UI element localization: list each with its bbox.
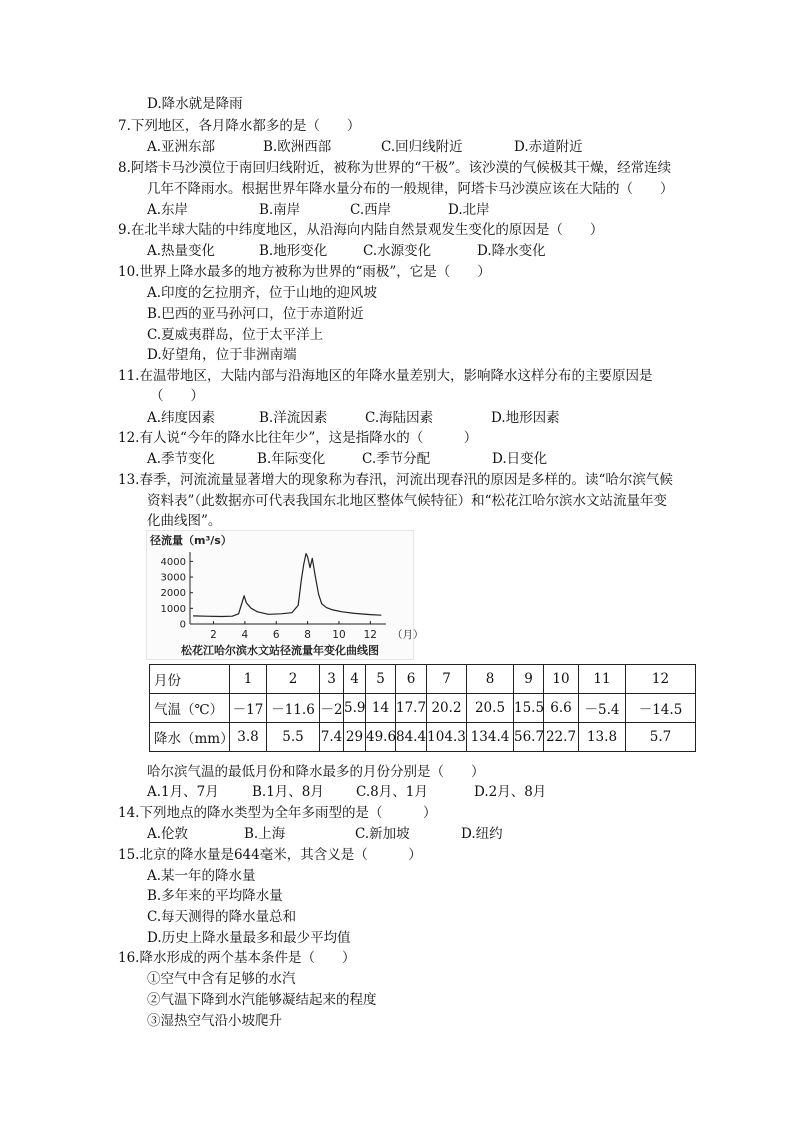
table-cell: 6.6 [544,694,579,723]
chart-title: 松花江哈尔滨水文站径流量年变化曲线图 [181,644,379,657]
q8-options [147,200,490,220]
table-cell: 12 [626,665,696,694]
q8-stem-line1: 8.阿塔卡马沙漠位于南回归线附近，被称为世界的“干极”。该沙漠的气候极其干燥，经常连续 [118,160,672,176]
q10-option-b: B.巴西的亚马孙河口，位于赤道附近 [147,306,364,322]
table-cell: 20.2 [427,694,467,723]
q13-option-a: A.1月、7月 [147,784,219,800]
q14-options [147,824,503,844]
table-cell: 9 [514,665,544,694]
x-tick-label: 4 [241,629,249,641]
q8-option-b: B.南岸 [259,202,301,218]
table-cell: －2 [320,694,344,723]
q7-option-c: C.回归线附近 [381,139,463,155]
q13-stem-line2: 资料表”（此数据亦可代表我国东北地区整体气候特征）和“松花江哈尔滨水文站流量年变 [147,493,668,509]
table-row-label: 气温（℃） [150,694,230,723]
q16-item-2: ②气温下降到水汽能够凝结起来的程度 [147,992,377,1008]
q16-item-3: ③湿热空气沿小坡爬升 [147,1013,282,1029]
q13-option-b: B.1月、8月 [252,784,324,800]
q11-option-c: C.海陆因素 [365,410,434,426]
table-cell: 6 [396,665,427,694]
q8-option-c: C.西岸 [350,202,392,218]
table-cell: 14 [366,694,396,723]
q15-option-c: C.每天测得的降水量总和 [147,909,297,925]
q11-stem-line1: 11.在温带地区，大陆内部与沿海地区的年降水量差别大，影响降水这样分布的主要原因是 [118,368,653,384]
q13-options [147,782,546,802]
table-cell: 22.7 [544,723,579,752]
table-cell: 1 [230,665,267,694]
y-tick-label: 3000 [160,572,186,584]
table-cell: 7.4 [320,723,344,752]
q9-options [147,241,546,261]
q16-stem: 16.降水形成的两个基本条件是（ ） [118,950,356,966]
table-cell: 15.5 [514,694,544,723]
y-tick-label: 0 [179,619,186,631]
table-cell: 3 [320,665,344,694]
chart-xlabel: （月） [392,629,424,641]
q7-option-d: D.赤道附近 [514,139,583,155]
q10-option-d: D.好望角，位于非洲南端 [147,347,297,363]
q14-option-b: B.上海 [244,826,286,842]
x-tick-label: 6 [272,629,280,641]
q15-option-b: B.多年来的平均降水量 [147,888,283,904]
table-cell: 11 [579,665,626,694]
q7-stem: 7.下列地区，各月降水都多的是（ ） [118,118,361,134]
runoff-chart-figure [146,530,424,660]
q6-option-d: D.降水就是降雨 [147,96,243,112]
q15-option-d: D.历史上降水量最多和最少平均值 [147,930,351,946]
y-tick-label: 2000 [160,588,186,600]
climate-table-body [150,665,696,752]
q14-option-a: A.伦敦 [147,826,189,842]
q12-stem: 12.有人说“今年的降水比往年少”，这是指降水的（ ） [118,430,478,446]
runoff-chart [146,530,424,660]
table-cell: －17 [230,694,267,723]
table-cell: 104.3 [427,723,467,752]
x-tick-label: 12 [363,629,378,641]
q11-option-d: D.地形因素 [491,410,560,426]
table-cell: 29 [344,723,366,752]
table-cell: －14.5 [626,694,696,723]
table-cell: 5.9 [344,694,366,723]
y-tick-label: 1000 [160,603,186,615]
table-cell: 20.5 [467,694,514,723]
x-tick-label: 10 [332,629,346,641]
table-cell: 8 [467,665,514,694]
table-cell: 56.7 [514,723,544,752]
table-cell: 84.4 [396,723,427,752]
q7-option-a: A.亚洲东部 [147,139,216,155]
y-tick-label: 4000 [160,556,186,568]
table-cell: －5.4 [579,694,626,723]
table-cell: 134.4 [467,723,514,752]
table-cell: －11.6 [267,694,320,723]
q11-option-a: A.纬度因素 [147,410,216,426]
q12-option-b: B.年际变化 [257,451,326,467]
q10-stem: 10.世界上降水最多的地方被称为世界的“雨极”，它是（ ） [118,264,491,280]
q13-option-d: D.2月、8月 [474,784,547,800]
table-row-label: 月份 [150,665,230,694]
table-row-label: 降水（mm） [150,723,230,752]
table-cell: 2 [267,665,320,694]
chart-ylabel: 径流量（m³/s） [150,534,232,547]
table-cell: 7 [427,665,467,694]
q15-stem: 15.北京的降水量是644毫米，其含义是（ ） [118,847,422,863]
q13-stem-line3: 化曲线图”。 [147,513,222,529]
table-cell: 5.5 [267,723,320,752]
q8-option-d: D.北岸 [448,202,490,218]
table-header-row [150,665,696,694]
q14-stem: 14.下列地点的降水类型为全年多雨型的是（ ） [118,805,437,821]
table-cell: 4 [344,665,366,694]
q10-option-a: A.印度的乞拉朋齐，位于山地的迎风坡 [147,285,378,301]
q11-stem-line2: （ ） [150,388,204,404]
q9-stem: 9.在北半球大陆的中纬度地区，从沿海向内陆自然景观发生变化的原因是（ ） [118,222,604,238]
table-cell: 3.8 [230,723,267,752]
q9-option-a: A.热量变化 [147,243,216,259]
q11-options [147,408,560,428]
q8-option-a: A.东岸 [147,202,189,218]
table-row [150,694,696,723]
table-cell: 5.7 [626,723,696,752]
table-cell: 5 [366,665,396,694]
q14-option-c: C.新加坡 [355,826,410,842]
x-tick-label: 8 [304,629,311,641]
q9-option-b: B.地形变化 [259,243,328,259]
q12-option-c: C.季节分配 [362,451,431,467]
q13-question: 哈尔滨气温的最低月份和降水最多的月份分别是（ ） [147,764,485,780]
table-cell: 49.6 [366,723,396,752]
q8-stem-line2: 几年不降雨水。根据世界年降水量分布的一般规律，阿塔卡马沙漠应该在大陆的（ ） [147,181,674,197]
q9-option-c: C.水源变化 [363,243,432,259]
q9-option-d: D.降水变化 [477,243,546,259]
q11-option-b: B.洋流因素 [259,410,328,426]
q14-option-d: D.纽约 [461,826,503,842]
table-cell: 17.7 [396,694,427,723]
q12-option-d: D.日变化 [492,451,548,467]
q12-option-a: A.季节变化 [147,451,216,467]
q7-option-b: B.欧洲西部 [263,139,332,155]
q10-option-c: C.夏威夷群岛，位于太平洋上 [147,327,324,343]
table-cell: 13.8 [579,723,626,752]
q16-item-1: ①空气中含有足够的水汽 [147,971,296,987]
q12-options [147,449,547,469]
q13-stem-line1: 13.春季，河流流量显著增大的现象称为春汛，河流出现春汛的原因是多样的。读“哈尔滨气候 [118,472,673,488]
q7-options [147,137,583,157]
table-cell: 10 [544,665,579,694]
q13-option-c: C.8月、1月 [356,784,428,800]
table-row [150,723,696,752]
climate-data-table [149,664,696,752]
x-tick-label: 2 [210,629,217,641]
q15-option-a: A.某一年的降水量 [147,868,256,884]
